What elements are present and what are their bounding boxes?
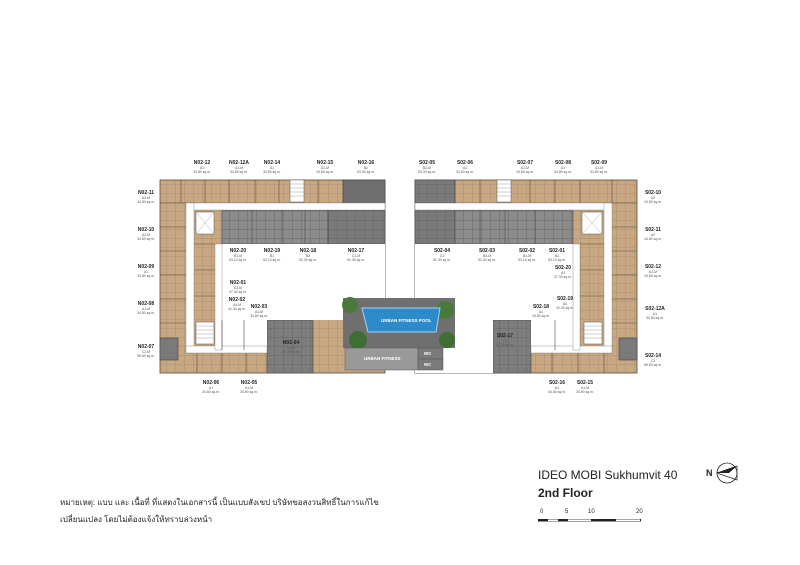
corridor (604, 203, 612, 353)
unit-area: 34.80 sq.m. (316, 170, 334, 174)
unit-area: 53.10 sq.m. (518, 258, 536, 262)
unit-id: S02-04 (433, 248, 451, 254)
unit-type: A1-M (320, 166, 330, 170)
unit-id: N02-19 (263, 248, 281, 254)
unit-id: N02-05 (240, 380, 258, 386)
disclaimer-note (60, 494, 379, 528)
unit-id: S02-17 (496, 333, 514, 339)
corridor (186, 203, 194, 353)
unit-type: C1-M (286, 346, 296, 350)
unit-type: A1-M (580, 386, 590, 390)
unit-label (548, 380, 566, 394)
unit-area: 34.80 sq.m. (456, 170, 474, 174)
unit-type: B3 (305, 254, 311, 258)
unit-label (554, 160, 572, 174)
unit-type: C2 (650, 359, 656, 363)
project-title: IDEO MOBI Sukhumvit 40 (538, 468, 678, 482)
unit-id: N02-17 (347, 248, 365, 254)
unit-id: S02-08 (554, 160, 572, 166)
unit-type: A1-M (244, 386, 254, 390)
unit-type: A3-M (233, 286, 243, 290)
unit-type: A1 (208, 386, 214, 390)
unit-area: 52.30 sq.m. (478, 258, 496, 262)
unit-area: 53.10 sq.m. (548, 258, 566, 262)
unit-id: N02-16 (357, 160, 375, 166)
unit-label (556, 296, 574, 310)
unit-id: S02-11 (645, 227, 661, 233)
unit-label (516, 160, 534, 174)
unit-type: A4-M (232, 303, 242, 307)
corridor (531, 346, 612, 353)
unit-area: 53.10 sq.m. (229, 258, 247, 262)
unit-label (137, 264, 155, 278)
unit-label (532, 304, 550, 318)
unit-area: 34.80 sq.m. (644, 200, 662, 204)
unit-label (250, 304, 268, 318)
floor-title: 2nd Floor (538, 486, 593, 500)
unit-label (229, 280, 247, 294)
unit-label (478, 248, 496, 262)
unit-type: B1 (269, 254, 275, 258)
unit-area: 61.30 sq.m. (347, 258, 365, 262)
unit-label (282, 340, 300, 354)
unit-area: 34.80 sq.m. (137, 274, 155, 278)
unit-id: S02-18 (532, 304, 550, 310)
unit-type: A1-M (234, 166, 244, 170)
unit-label (644, 190, 662, 204)
unit-area: 56.60 sq.m. (137, 354, 155, 358)
scale-tick-label: 5 (565, 509, 569, 515)
unit-id: S02-01 (548, 248, 566, 254)
unit-label (229, 160, 249, 174)
unit-area: 34.80 sq.m. (202, 390, 220, 394)
unit-type: A1-M (520, 166, 530, 170)
unit-id: S02-06 (456, 160, 474, 166)
unit-area: 67.30 sq.m. (282, 350, 300, 354)
unit-type: C1 (439, 254, 445, 258)
unit-area: 67.30 sq.m. (496, 343, 514, 347)
unit-area: 34.80 sq.m. (263, 170, 281, 174)
unit-type: A1 (199, 166, 205, 170)
unit-area: 34.80 sq.m. (250, 314, 268, 318)
fitness-label: URBAN FITNESS (364, 356, 401, 361)
unit-label (240, 380, 258, 394)
unit-label (229, 248, 247, 262)
unit-type: A4 (562, 302, 568, 306)
unit-type: B2-M (422, 166, 432, 170)
unit-type: A1-M (141, 307, 151, 311)
unit-type: C1 (502, 339, 508, 343)
unit-id: S02-16 (548, 380, 566, 386)
unit-area: 34.80 sq.m. (646, 316, 664, 320)
unit-area: 34.80 sq.m. (230, 170, 248, 174)
unit-type: A1 (560, 166, 566, 170)
unit-id: S02-14 (644, 353, 662, 359)
unit-id: N02-04 (282, 340, 300, 346)
disclaimer-line-1: หมายเหตุ: แบบ และ เนื้อที่ ที่แสดงในเอกสารนี้ เป็นแบบสังเขป บริษัทขอสงวนสิทธิ์ในการแก้ไข (60, 498, 379, 507)
unit-area: 34.80 sq.m. (644, 237, 662, 241)
unit-area: 47.30 sq.m. (554, 275, 572, 279)
unit-block-gray (160, 338, 178, 360)
unit-label (137, 227, 155, 241)
scale-tick-label: 0 (540, 509, 544, 515)
unit-area: 34.80 sq.m. (193, 170, 211, 174)
unit-id: S02-07 (516, 160, 534, 166)
unit-label (456, 160, 474, 174)
unit-area: 34.80 sq.m. (554, 170, 572, 174)
disclaimer-line-2: เปลี่ยนแปลง โดยไม่ต้องแจ้งให้ทราบล่วงหน้า (60, 515, 213, 524)
unit-area: 41.30 sq.m. (228, 307, 246, 311)
unit-id: S02-20 (554, 265, 572, 271)
stair-core (497, 180, 511, 202)
unit-area: 53.30 sq.m. (418, 170, 436, 174)
unit-label (576, 380, 594, 394)
unit-type: A3-M (141, 196, 151, 200)
unit-area: 34.80 sq.m. (576, 390, 594, 394)
scale-bar (538, 519, 641, 522)
unit-label (645, 306, 665, 320)
scale-tick-label: 10 (588, 509, 595, 515)
unit-area: 34.80 sq.m. (240, 390, 258, 394)
unit-type: A1-M (648, 270, 658, 274)
stair-core (290, 180, 304, 202)
unit-label (263, 248, 281, 262)
unit-type: A3 (560, 271, 566, 275)
unit-area: 34.80 sq.m. (137, 311, 155, 315)
unit-id: N02-07 (137, 344, 155, 350)
unit-type: A1 (538, 310, 544, 314)
unit-id: N02-01 (229, 280, 247, 286)
unit-label (357, 160, 375, 174)
unit-id: S02-02 (518, 248, 536, 254)
unit-label (590, 160, 608, 174)
unit-id: N02-12A (228, 160, 250, 166)
unit-block-gray (619, 338, 637, 360)
unit-id: N02-09 (137, 264, 155, 270)
corridor (186, 346, 267, 353)
unit-area: 61.30 sq.m. (433, 258, 451, 262)
unit-type: B2 (363, 166, 369, 170)
unit-area: 34.80 sq.m. (137, 200, 155, 204)
unit-id: S02-12A (645, 306, 665, 312)
unit-label (299, 248, 317, 262)
unit-label (316, 160, 334, 174)
unit-label (137, 190, 155, 204)
unit-type: A2 (650, 233, 656, 237)
unit-label (548, 248, 566, 262)
unit-type: C2-M (141, 350, 151, 354)
compass (717, 463, 737, 483)
wc-label: WC (424, 351, 432, 356)
corridor (415, 203, 611, 210)
unit-area: 47.30 sq.m. (229, 290, 247, 294)
unit-area: 52.30 sq.m. (299, 258, 317, 262)
corridor (573, 244, 580, 350)
unit-id: N02-18 (299, 248, 317, 254)
unit-area: 34.80 sq.m. (548, 390, 566, 394)
unit-type: A1-M (254, 310, 264, 314)
unit-label (418, 160, 436, 174)
corridor (215, 244, 222, 350)
unit-label (644, 264, 662, 278)
unit-type: A1 (554, 386, 560, 390)
unit-type: A1 (143, 270, 149, 274)
unit-id: N02-12 (193, 160, 211, 166)
unit-area: 34.80 sq.m. (590, 170, 608, 174)
unit-id: N02-20 (229, 248, 247, 254)
stair-core (584, 322, 602, 344)
pool-label: URBAN FITNESS POOL (381, 318, 432, 323)
unit-label (347, 248, 365, 262)
unit-type: A2-M (141, 233, 151, 237)
unit-area: 34.80 sq.m. (644, 274, 662, 278)
compass-north-label: N (706, 468, 713, 478)
unit-label (137, 301, 155, 315)
unit-label (202, 380, 220, 394)
corridor (186, 203, 385, 210)
unit-id: S02-19 (556, 296, 574, 302)
unit-type: A1 (652, 312, 658, 316)
unit-label (554, 265, 572, 279)
unit-area: 53.10 sq.m. (263, 258, 281, 262)
unit-id: S02-15 (576, 380, 594, 386)
unit-id: N02-02 (228, 297, 246, 303)
unit-id: N02-06 (202, 380, 220, 386)
unit-id: S02-12 (644, 264, 662, 270)
unit-label (496, 333, 514, 347)
unit-type: A1 (269, 166, 275, 170)
unit-id: S02-03 (478, 248, 496, 254)
unit-type: B1-M (233, 254, 243, 258)
unit-label (644, 227, 662, 241)
unit-type: B3-M (482, 254, 492, 258)
wc-label: WC (424, 362, 432, 367)
unit-id: S02-10 (644, 190, 662, 196)
unit-id: N02-08 (137, 301, 155, 307)
unit-label (518, 248, 536, 262)
unit-id: N02-14 (263, 160, 281, 166)
unit-id: N02-03 (250, 304, 268, 310)
unit-area: 56.60 sq.m. (644, 363, 662, 367)
unit-id: N02-15 (316, 160, 334, 166)
unit-area: 34.80 sq.m. (516, 170, 534, 174)
unit-label (644, 353, 662, 367)
unit-type: B1 (554, 254, 560, 258)
unit-type: B1-M (522, 254, 532, 258)
unit-label (137, 344, 155, 358)
unit-type: A1-M (594, 166, 604, 170)
unit-area: 41.30 sq.m. (556, 306, 574, 310)
unit-id: N02-10 (137, 227, 155, 233)
unit-area: 34.80 sq.m. (137, 237, 155, 241)
scale-tick-label: 20 (636, 509, 643, 515)
unit-id: N02-11 (137, 190, 155, 196)
unit-label (193, 160, 211, 174)
unit-type: A3 (650, 196, 656, 200)
unit-area: 53.30 sq.m. (357, 170, 375, 174)
unit-type: A1 (462, 166, 468, 170)
unit-area: 34.80 sq.m. (532, 314, 550, 318)
unit-type: C1-M (351, 254, 361, 258)
unit-label (433, 248, 451, 262)
unit-label (263, 160, 281, 174)
unit-label (228, 297, 246, 311)
unit-id: S02-09 (590, 160, 608, 166)
unit-id: S02-05 (418, 160, 436, 166)
stair-core (196, 322, 214, 344)
